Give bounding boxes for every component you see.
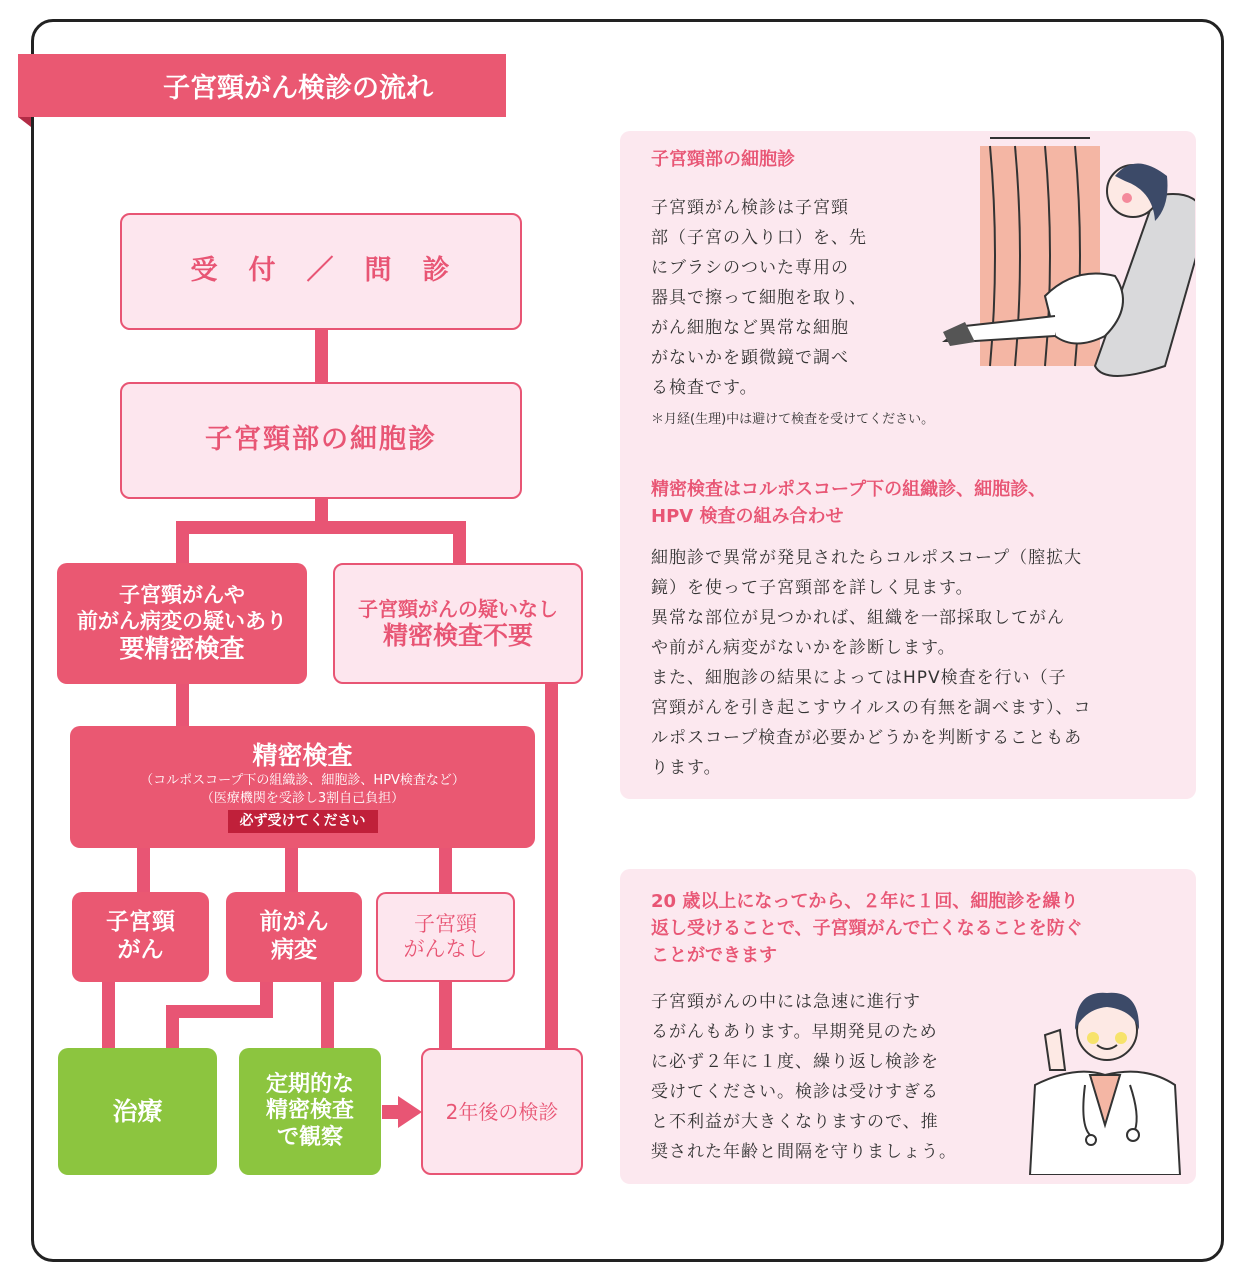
panel1-heading2-line: 精密検査はコルポスコープ下の組織診、細胞診、 xyxy=(651,479,1047,500)
cancer-line-2: がん xyxy=(117,937,164,963)
observe-line-3: で観察 xyxy=(276,1124,343,1150)
no-suspect-line-2: 精密検査不要 xyxy=(382,620,533,650)
connector xyxy=(137,848,150,892)
panel2-heading-line: 20 歳以上になってから、２年に１回、細胞診を繰り xyxy=(651,891,1079,912)
detailed-exam-sub1: （コルポスコープ下の組織診、細胞診、HPV検査など） xyxy=(140,773,465,788)
panel1-note: ＊月経(生理)中は避けて検査を受けてください。 xyxy=(651,412,935,427)
connector xyxy=(315,330,328,382)
panel1-body2-line: また、細胞診の結果によってはHPV検査を行い（子 xyxy=(651,668,1067,688)
panel1-body-line: がん細胞など異常な細胞 xyxy=(651,318,849,338)
panel2-body-line: るがんもあります。早期発見のため xyxy=(651,1022,938,1042)
panel1-body-line: 器具で擦って細胞を取り、 xyxy=(651,288,867,308)
panel1-body-line: 子宮頸がん検診は子宮頸 xyxy=(651,198,849,218)
treatment-label: 治療 xyxy=(112,1096,163,1126)
no-cancer-line-2: がんなし xyxy=(403,937,488,961)
detailed-exam-sub2: （医療機関を受診し3割自己負担） xyxy=(200,790,405,806)
panel1-body-line: 部（子宮の入り口）を、先 xyxy=(651,228,867,248)
page-title: 子宮頸がん検診の流れ xyxy=(18,54,506,117)
panel2-body-line: 受けてください。検診は受けすぎる xyxy=(651,1082,939,1102)
connector xyxy=(176,521,189,563)
detailed-exam-box xyxy=(70,726,535,848)
connector xyxy=(321,982,334,1048)
connector xyxy=(176,521,466,534)
treatment-box xyxy=(58,1048,217,1175)
next-screening-box xyxy=(421,1048,583,1175)
connector xyxy=(439,982,452,1048)
connector xyxy=(166,1005,273,1018)
observe-box xyxy=(239,1048,381,1175)
panel1-heading: 子宮頸部の細胞診 xyxy=(651,149,795,170)
connector xyxy=(439,848,452,892)
panel1-body2-line: 細胞診で異常が発見されたらコルポスコープ（膣拡大 xyxy=(651,548,1083,568)
title-fold xyxy=(18,117,31,127)
arrow-right-icon xyxy=(398,1096,422,1128)
cancer-line-1: 子宮頸 xyxy=(106,909,175,936)
connector xyxy=(545,684,558,1048)
precancer-line-1: 前がん xyxy=(259,909,329,936)
cytology-box xyxy=(120,382,522,499)
panel1-body-line: がないかを顕微鏡で調べ xyxy=(651,348,849,368)
connector xyxy=(453,521,466,563)
connector xyxy=(102,982,115,1048)
panel1-body-line: る検査です。 xyxy=(651,378,758,398)
panel1-body2-line: 宮頸がんを引き起こすウイルスの有無を調べます）、コ xyxy=(651,698,1092,718)
no-suspect-line-1: 子宮頸がんの疑いなし xyxy=(358,596,558,621)
panel1-body2-line: ります。 xyxy=(651,758,722,778)
detailed-exam-title: 精密検査 xyxy=(252,741,353,770)
suspect-line-3: 要精密検査 xyxy=(119,633,245,663)
precancer-box xyxy=(226,892,362,982)
observe-line-2: 精密検査 xyxy=(265,1098,354,1124)
connector xyxy=(285,848,298,892)
panel1-body2-line: や前がん病変がないかを診断します。 xyxy=(651,638,956,658)
must-take-badge: 必ず受けてください xyxy=(228,810,378,833)
no-suspect-box xyxy=(333,563,583,684)
panel2-heading-line: 返し受けることで、子宮頸がんで亡くなることを防ぐ xyxy=(651,918,1083,939)
observe-line-1: 定期的な xyxy=(265,1071,354,1097)
no-cancer-box xyxy=(376,892,515,982)
connector xyxy=(176,684,189,726)
panel2-body-line: 子宮頸がんの中には急速に進行す xyxy=(651,992,921,1012)
no-cancer-line-1: 子宮頸 xyxy=(414,911,477,936)
panel2-heading xyxy=(651,888,1083,969)
panel2-body xyxy=(651,987,957,1167)
panel1-body2-line: 異常な部位が見つかれば、組織を一部採取してがん xyxy=(651,608,1065,628)
connector xyxy=(166,1005,179,1048)
suspect-line-1: 子宮頸がんや xyxy=(119,583,245,608)
cytology-label: 子宮頸部の細胞診 xyxy=(205,424,437,456)
panel1-body2-line: ルポスコープ検査が必要かどうかを判断することもあ xyxy=(651,728,1083,748)
panel1-heading2 xyxy=(651,476,1046,530)
reception-box xyxy=(120,213,522,330)
panel1-body2-line: 鏡）を使って子宮頸部を詳しく見ます。 xyxy=(651,578,974,598)
panel2-body-line: 奨された年齢と間隔を守りましょう。 xyxy=(651,1142,957,1162)
cancer-box xyxy=(72,892,209,982)
panel1-body2 xyxy=(651,543,1091,783)
doctor-illustration xyxy=(1015,975,1195,1175)
reception-label: 受 付 ／ 問 診 xyxy=(190,255,452,287)
panel1-body xyxy=(651,193,867,403)
next-screening-label: 2年後の検診 xyxy=(445,1099,559,1124)
panel2-body-line: と不利益が大きくなりますので、推 xyxy=(651,1112,939,1132)
panel1-body-line: にブラシのついた専用の xyxy=(651,258,849,278)
panel1-heading2-line: HPV 検査の組み合わせ xyxy=(651,506,844,527)
exam-chair-illustration xyxy=(905,136,1195,386)
suspect-line-2: 前がん病変の疑いあり xyxy=(77,608,287,633)
panel2-body-line: に必ず２年に１度、繰り返し検診を xyxy=(651,1052,939,1072)
connector xyxy=(315,499,328,521)
precancer-line-2: 病変 xyxy=(271,937,317,963)
panel2-heading-line: ことができます xyxy=(651,945,777,966)
suspect-box xyxy=(57,563,307,684)
